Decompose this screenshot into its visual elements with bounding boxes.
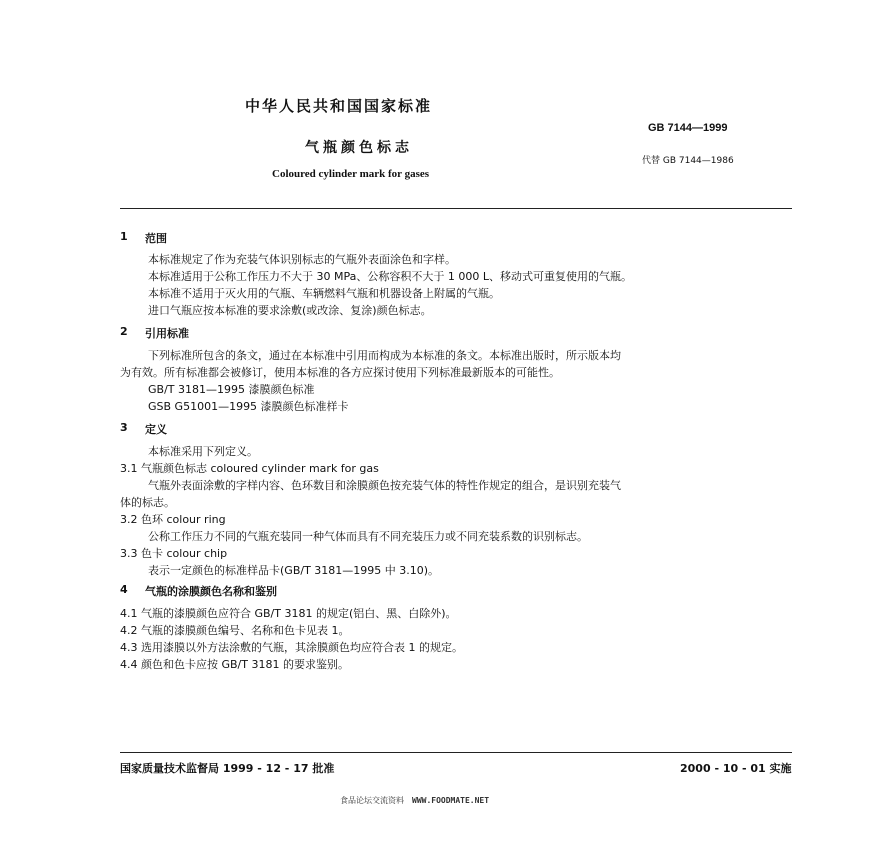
section-2-number: 2 (120, 325, 128, 338)
section-1-title: 范围 (145, 232, 167, 245)
clause-4-4: 4.4 颜色和色卡应按 GB/T 3181 的要求鉴别。 (120, 658, 349, 671)
issuing-organization: 中华人民共和国国家标准 (245, 97, 433, 115)
watermark-site: WWW.FOODMATE.NET (412, 796, 490, 805)
approval-date: 国家质量技术监督局 1999 - 12 - 17 批准 (120, 762, 335, 775)
section-3-intro: 本标准采用下列定义。 (148, 445, 258, 458)
effective-date: 2000 - 10 - 01 实施 (680, 762, 792, 775)
watermark (340, 795, 489, 806)
section-2-para-line-2: 为有效。所有标准都会被修订，使用本标准的各方应探讨使用下列标准最新版本的可能性。 (120, 366, 560, 379)
section-2-para-line-1: 下列标准所包含的条文，通过在本标准中引用而构成为本标准的条文。本标准出版时，所示版本均 (148, 349, 621, 362)
reference-2: GSB G51001—1995 漆膜颜色标准样卡 (148, 400, 349, 413)
section-4-title: 气瓶的涂膜颜色名称和鉴别 (145, 585, 277, 598)
definition-3-1-text-line-1: 气瓶外表面涂敷的字样内容、色环数目和涂膜颜色按充装气体的特性作规定的组合，是识别充装气 (148, 479, 621, 492)
section-1-para-3: 本标准不适用于灭火用的气瓶、车辆燃料气瓶和机器设备上附属的气瓶。 (148, 287, 500, 300)
english-title: Coloured cylinder mark for gases (272, 168, 430, 180)
section-3-title: 定义 (145, 423, 167, 436)
replaces-note: 代替 GB 7144—1986 (642, 156, 734, 166)
section-3-number: 3 (120, 421, 128, 434)
definition-3-2-text: 公称工作压力不同的气瓶充装同一种气体而具有不同充装压力或不同充装系数的识别标志。 (148, 530, 588, 543)
section-2-title: 引用标准 (145, 327, 189, 340)
section-4-number: 4 (120, 583, 128, 596)
section-1-number: 1 (120, 230, 128, 243)
definition-3-2-heading: 3.2 色环 colour ring (120, 513, 226, 526)
definition-3-1-heading: 3.1 气瓶颜色标志 coloured cylinder mark for gas (120, 462, 379, 475)
definition-3-3-text: 表示一定颜色的标准样品卡(GB/T 3181—1995 中 3.10)。 (148, 564, 440, 577)
definition-3-1-text-line-2: 体的标志。 (120, 496, 175, 509)
reference-1: GB/T 3181—1995 漆膜颜色标准 (148, 383, 315, 396)
clause-4-2: 4.2 气瓶的漆膜颜色编号、名称和色卡见表 1。 (120, 624, 350, 637)
watermark-label: 食品论坛交流资料 (340, 796, 404, 805)
definition-3-3-heading: 3.3 色卡 colour chip (120, 547, 228, 560)
clause-4-1: 4.1 气瓶的漆膜颜色应符合 GB/T 3181 的规定(铝白、黑、白除外)。 (120, 607, 457, 620)
document-title: 气瓶颜色标志 (305, 140, 413, 156)
section-1-para-1: 本标准规定了作为充装气体识别标志的气瓶外表面涂色和字样。 (148, 253, 456, 266)
section-1-para-4: 进口气瓶应按本标准的要求涂敷(或改涂、复涂)颜色标志。 (148, 304, 432, 317)
clause-4-3: 4.3 选用漆膜以外方法涂敷的气瓶，其涂膜颜色均应符合表 1 的规定。 (120, 641, 463, 654)
standard-code: GB 7144—1999 (648, 122, 728, 134)
header-divider (120, 208, 792, 209)
footer-divider (120, 752, 792, 753)
section-1-para-2: 本标准适用于公称工作压力不大于 30 MPa、公称容积不大于 1 000 L、移动式可重复使用的气瓶。 (148, 270, 632, 283)
